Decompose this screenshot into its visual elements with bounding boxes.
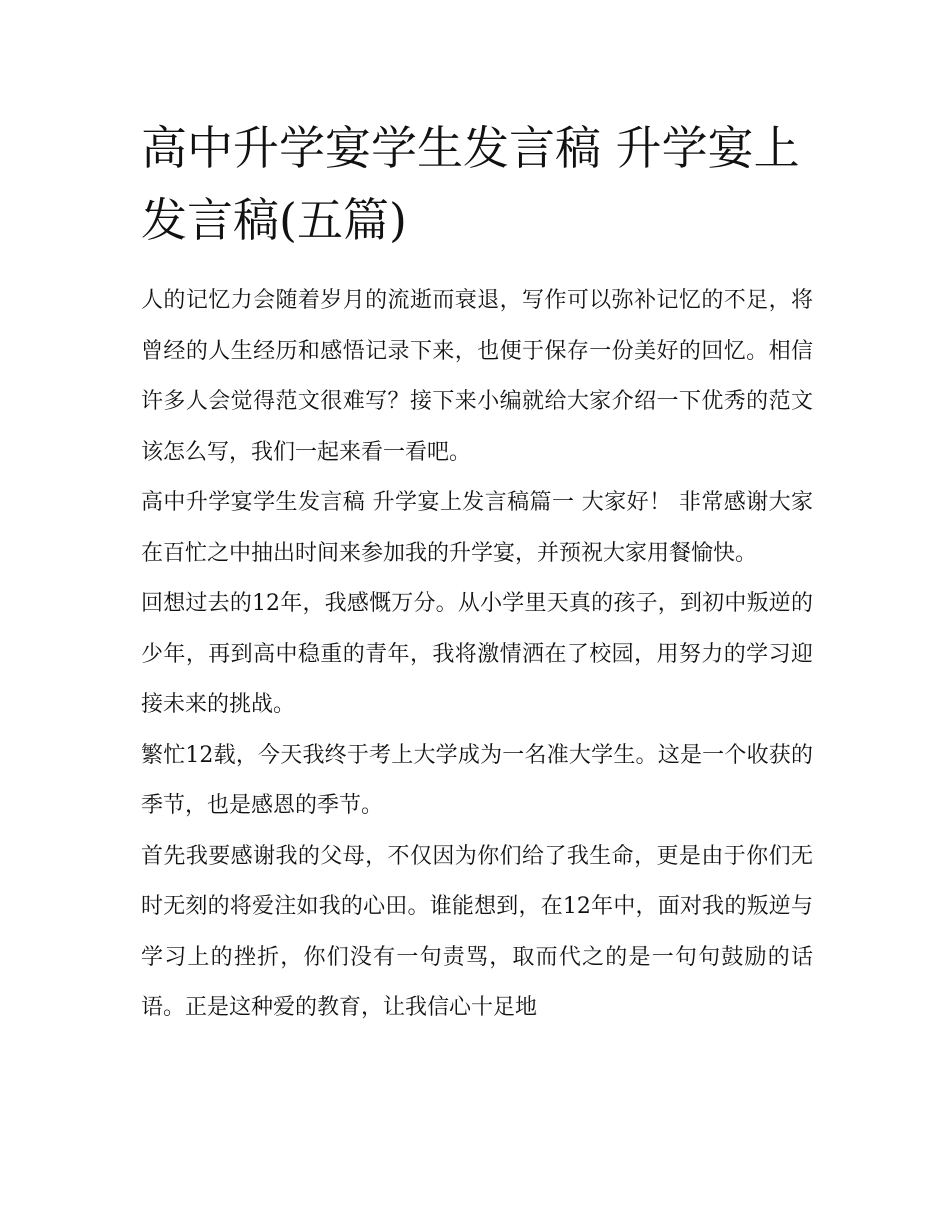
thanks-parents-paragraph: 首先我要感谢我的父母，不仅因为你们给了我生命，更是由于你们无时无刻的将爱注如我的心田。谁能想到，在12年中，面对我的叛逆与学习上的挫折，你们没有一句责骂，取而代之的是一句句鼓励的话语。正是这种爱的教育，让我信心十足地 (141, 843, 813, 1020)
intro-paragraph: 人的记忆力会随着岁月的流逝而衰退，写作可以弥补记忆的不足，将曾经的人生经历和感悟记录下来，也便于保存一份美好的回忆。相信许多人会觉得范文很难写？接下来小编就给大家介绍一下优秀的范文该怎么写，我们一起来看一看吧。 (141, 288, 813, 465)
paragraph-list (141, 276, 813, 1034)
document-body (141, 112, 813, 1034)
speech-opening-paragraph: 高中升学宴学生发言稿 升学宴上发言稿篇一 大家好！ 非常感谢大家在百忙之中抽出时间来参加我的升学宴，并预祝大家用餐愉快。 (141, 490, 813, 566)
admission-paragraph: 繁忙12载，今天我终于考上大学成为一名准大学生。这是一个收获的季节，也是感恩的季节。 (141, 742, 813, 818)
document-title: 高中升学宴学生发言稿 升学宴上发言稿(五篇) (141, 121, 800, 247)
reflection-paragraph: 回想过去的12年，我感慨万分。从小学里天真的孩子，到初中叛逆的少年，再到高中稳重的青年，我将激情洒在了校园，用努力的学习迎接未来的挑战。 (141, 591, 813, 717)
